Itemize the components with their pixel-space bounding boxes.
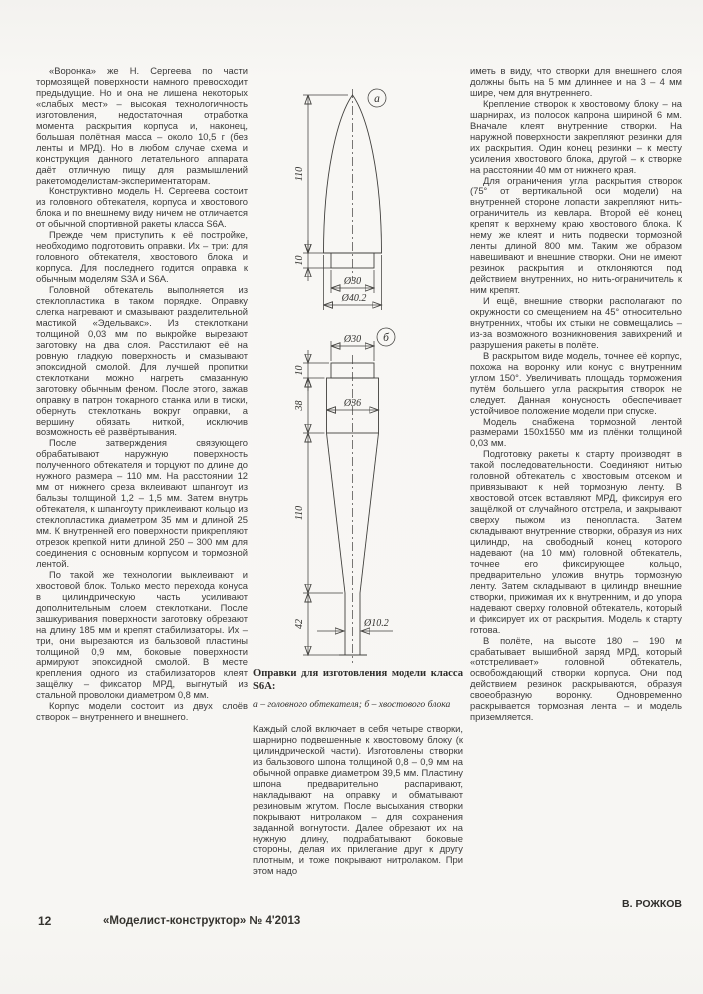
paragraph: иметь в виду, что створки для внешнего слоя должны быть на 5 мм длиннее и на 3 – 4 мм шире, чем для внутреннего.: [470, 66, 682, 98]
author-byline: В. РОЖКОВ: [622, 898, 682, 910]
paragraph: Для ограничения угла раскрытия створок (75° от вертикальной оси модели) на внутренней стороне лопасти закрепляют нить-ограничитель из кевлара. Второй её конец крепят к верхнему краю хвостового блока. К нему же клеят и нить подвески тормозной ленты длиной 800 мм. Таким же образом навешивают и внешние створки. Они не имеют резинок раскрытия и отклоняются под действием внутренних, но нить-ограничитель к ним крепят.: [470, 174, 682, 296]
figure-b-label: б: [383, 332, 389, 344]
paragraph: Модель снабжена тормозной лентой размерами 150х1550 мм из плёнки толщиной 0,03 мм.: [470, 415, 682, 449]
paragraph: Крепление створок к хвостовому блоку – на шарнирах, из полосок капрона шириной 6 мм. Вначале клеят внутренние створки. На наружной поверхности закрепляют резинки для их раскрытия. Один конец резинки – к месту усиления хвостового блока, другой – к створке на расстоянии 40 мм от нижнего края.: [470, 97, 682, 175]
dim-label-d402-a: Ø40.2: [341, 293, 367, 304]
paragraph: И ещё, внешние створки располагают по окружности со смещением на 45° относительно внутренних, чтобы их стыки не совмещались – из-за возможного возникновения завихрений и разрушения ракеты в полёте.: [470, 295, 682, 350]
paragraph: Подготовку ракеты к старту производят в такой последовательности. Соединяют нитью головной обтекатель с хвостовым отсеком и привязывают к ней тормозную ленту. В хвостовой отсек вставляют МРД, фиксируя его защёлкой от случайного отстрела, и закрывают сверху пыжом из пенопласта. Затем складывают внутренние створки, образуя из них цилиндр, на свободный конец которого надевают (на 10 мм) головной обтекатель, точнее его фиксирующее кольцо, предварительно уложив внутрь тормозную ленту. Затем складывают в цилиндр внешние створки, прижимая их к внутренним, и до упора надевают сверху головной обтекатель, который и фиксирует их от раскрытия. Модель к старту готова.: [470, 448, 682, 635]
dim-label-38-b: 38: [294, 400, 305, 411]
right-column: [470, 66, 682, 898]
figure-caption-subtitle: а – головного обтекателя; б – хвостового блока: [253, 699, 451, 710]
dim-label-d30-b: Ø30: [343, 334, 362, 345]
taper-left: [327, 433, 346, 593]
paragraph: Прежде чем приступить к её постройке, необходимо подготовить оправки. Их – три: для головного обтекателя, хвостового блока и корпуса. Для последнего годится оправка к обычным моделям S3A и S6A.: [36, 229, 248, 285]
paragraph: В полёте, на высоте 180 – 190 м срабатывает вышибной заряд МРД, который «отстреливает» головной обтекатель, освобождающий створки корпуса. Они под действием резинок раскрываются, образуя своеобразную воронку. Одновременно раскрывается тормозная лента – и модель приземляется.: [470, 634, 682, 723]
paragraph: В раскрытом виде модель, точнее её корпус, похожа на воронку или конус с внутренним углом 150°. Увеличивать площадь торможения путём большего угла раскрытия створок не следует. Данная конусность обеспечивает устойчивое положение модели при спуске.: [470, 349, 682, 416]
dim-label-d30-a: Ø30: [343, 276, 362, 287]
paragraph: Головной обтекатель выполняется из стеклопластика в таком порядке. Оправку слегка нагревают и смазывают разделительной мастикой «Эдельвакс». Из стеклоткани толщиной 0,03 мм по выкройке вырезают заготовку на два слоя. Расстилают её на ровную гладкую поверхность и смазывают эпоксидной смолой. Для лучшей пропитки стеклоткани можно нагреть смазанную заготовку обычным феном. После этого, зажав оправку в патрон токарного станка или в тиски, обернуть стеклоткань вокруг оправки, а вершину обязать ниткой, исключив возможность её развёртывания.: [36, 284, 248, 438]
technical-drawing-mandrels: [251, 83, 463, 675]
paragraph: Конструктивно модель Н. Сергеева состоит из головного обтекателя, корпуса и хвостового блока и по внешнему виду ничем не отличается от обычной спортивной ракеты класса S6A.: [36, 185, 248, 230]
dim-label-10-b: 10: [294, 365, 305, 376]
page-number: 12: [38, 914, 52, 928]
figure-a-label: а: [374, 93, 380, 105]
dim-label-110-a: 110: [294, 166, 305, 182]
dim-label-10-a: 10: [294, 255, 305, 266]
figure-b-tail-block: [294, 328, 395, 663]
paragraph: По такой же технологии выклеивают и хвостовой блок. Только место перехода конуса в цилиндрическую часть усиливают дополнительным слоем стеклоткани. После зашкуривания поверхности заготовку обрезают на длину 185 мм и крепят стабилизаторы. Их – три, они вырезаются из бальзовой пластины толщиной 0,9 мм, боковые поверхности армируют эпоксидной смолой. В месте крепления одного из стабилизаторов клеят защёлку – фиксатор МРД, выгнутый из стальной проволоки диаметром 0,8 мм.: [36, 568, 248, 701]
dim-label-d102-b: Ø10.2: [364, 618, 389, 629]
paragraph: Каждый слой включает в себя четыре створки, шарнирно подвешенные к хвостовому блоку (к цилиндрической части). Изготовлены створки из бальзового шпона толщиной 0,8 – 0,9 мм на обычной оправке диаметром 39,5 мм. Пластину шпона предварительно распаривают, накладывают на оправку и обматывают резиновым жгутом. После высыхания створки покрывают нитролаком – для сохранения заданной вогнутости. Далее обрезают их на нужную длину, подрабатывают боковые стороны, делая их прилегание друг к другу плотным, и тоже покрывают нитролаком. При этом надо: [253, 724, 463, 877]
paragraph: «Воронка» же Н. Сергеева по части тормозящей поверхности намного превосходит предыдущие. Но и она не лишена некоторых «слабых мест» – высокая технологичность изготовления, недостаточная отработка момента раскрытия корпуса и, наконец, большая полётная масса – около 10,5 г (без ленты и МРД). Но в любом случае схема и конструкция данного летательного аппарата даёт отличную пищу для размышлений ракетомоделистам-экспериментаторам.: [36, 66, 248, 186]
paragraph: После затверждения связующего обрабатывают наружную поверхность полученного обтекателя и торцуют по длине до нужного размера – 110 мм. На расстоянии 12 мм от нижнего среза вклеивают шпангоут из бальзы толщиной 1,2 – 1,5 мм. Затем внутрь обтекателя, к шпангоуту приклеивают кольцо из стеклопластика диаметром 35 мм и длиной 25 мм. К внутренней его поверхности прикрепляют отрезок крепкой нити длиной 250 – 300 мм для соединения с основным корпусом и тормозной лентой.: [36, 437, 248, 569]
magazine-title: «Моделист-конструктор» № 4'2013: [103, 915, 301, 927]
left-column: [36, 66, 248, 912]
dim-label-110-b: 110: [294, 505, 305, 521]
middle-column: [253, 724, 463, 932]
figure-caption: [253, 668, 463, 711]
dim-label-d36-b: Ø36: [343, 398, 362, 409]
figure-a-nose-cone: [294, 89, 386, 310]
figure-caption-title: Оправки для изготовления модели класса S6A:: [253, 668, 463, 692]
paragraph: Корпус модели состоит из двух слоёв створок – внутреннего и внешнего.: [36, 700, 248, 723]
taper-right: [360, 433, 379, 593]
dim-label-42-b: 42: [294, 619, 305, 629]
